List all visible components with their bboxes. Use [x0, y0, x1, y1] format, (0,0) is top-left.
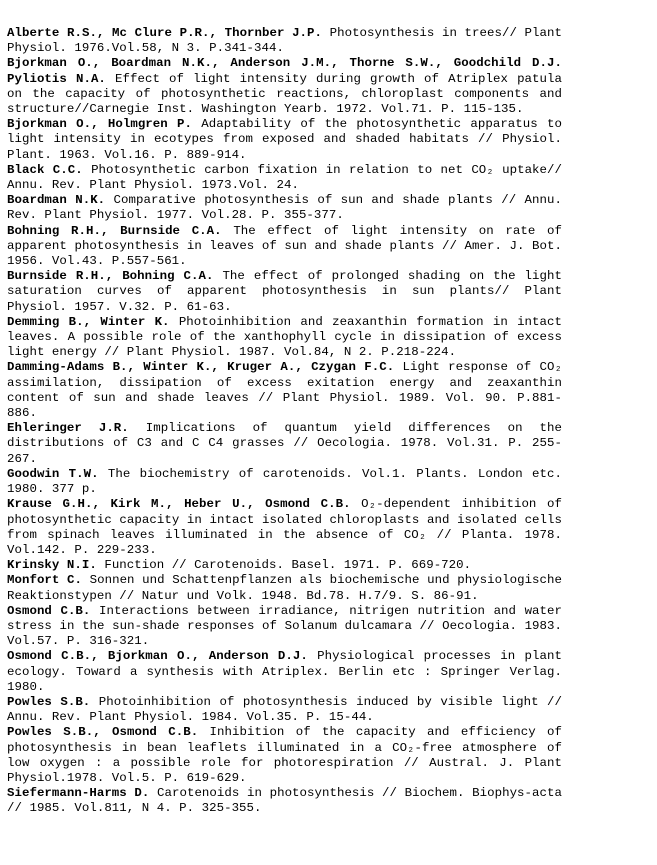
reference-authors: Krause G.H., Kirk M., Heber U., Osmond C.B. — [7, 497, 351, 512]
reference-entry — [7, 193, 562, 223]
reference-authors: Damming-Adams B., Winter K., Kruger A., Czygan F.C. — [7, 360, 395, 375]
reference-authors: Powles S.B., Osmond C.B. — [7, 725, 199, 740]
reference-entry — [7, 315, 562, 361]
reference-text: The biochemistry of carotenoids. Vol.1. Plants. London etc. 1980. 377 p. — [7, 466, 562, 497]
reference-entry — [7, 558, 562, 573]
reference-list — [7, 26, 562, 817]
reference-text: Photoinhibition and zeaxanthin formation in intact leaves. A possible role of the xanthophyll cycle in dissipation of excess light energy // Plant Physiol. 1987. Vol.84, N 2. P.218-224. — [7, 314, 562, 360]
reference-authors: Bjorkman O., Holmgren P. — [7, 117, 192, 132]
reference-entry — [7, 163, 562, 193]
reference-entry — [7, 573, 562, 603]
reference-authors: Siefermann-Harms D. — [7, 786, 150, 801]
reference-authors: Bohning R.H., Burnside C.A. — [7, 223, 222, 238]
reference-entry — [7, 604, 562, 650]
reference-text: Interactions between irradiance, nitrigen nutrition and water stress in the sun-shade responses of Solanum dulcamara // Oecologia. 1983. Vol.57. P. 316-321. — [7, 603, 563, 649]
reference-text: The effect of light intensity on rate of apparent photosynthesis in leaves of sun and shade plants // Amer. J. Bot. 1956. Vol.43. P.557-561. — [7, 223, 562, 269]
reference-entry — [7, 26, 562, 56]
reference-text: Photosynthesis in trees// Plant Physiol. 1976.Vol.58, N 3. P.341-344. — [7, 26, 562, 56]
reference-authors: Osmond C.B., Bjorkman O., Anderson D.J. — [7, 649, 308, 664]
reference-text: Light response of CO₂ assimilation, dissipation of excess exitation energy and zeaxanthin content of sun and shade leaves // Plant Physiol. 1989. Vol. 90. P.881-886. — [7, 360, 562, 421]
reference-authors: Burnside R.H., Bohning C.A. — [7, 269, 214, 284]
reference-entry — [7, 269, 562, 315]
reference-text: Photosynthetic carbon fixation in relation to net CO₂ uptake// Annu. Rev. Plant Physiol. 1973.Vol. 24. — [7, 162, 562, 193]
reference-text: Adaptability of the photosynthetic apparatus to light intensity in ecotypes from exposed and shaded habitats // Physiol. Plant. 1963. Vol.16. P. 889-914. — [7, 117, 562, 162]
reference-text: Carotenoids in photosynthesis // Biochem. Biophys-acta // 1985. Vol.811, N 4. P. 325-355. — [7, 786, 562, 816]
reference-authors: Demming B., Winter K. — [7, 314, 170, 329]
reference-text: The effect of prolonged shading on the light saturation curves of apparent photosynthesis in sun plants// Plant Physiol. 1957. V.32. P. 61-63. — [7, 269, 562, 314]
reference-entry — [7, 649, 562, 695]
reference-text: O₂-dependent inhibition of photosynthetic capacity in intact isolated chloroplasts and isolated cells from spinach leaves illuminated in the absence of CO₂ // Planta. 1978. Vol.142. P. 229-233. — [7, 497, 562, 557]
reference-authors: Ehleringer J.R. — [7, 421, 129, 436]
reference-authors: Black C.C. — [7, 162, 83, 177]
reference-authors: Alberte R.S., Mc Clure P.R., Thornber J.P. — [7, 26, 323, 40]
reference-entry — [7, 117, 562, 163]
reference-entry — [7, 725, 562, 786]
reference-authors: Krinsky N.I. — [7, 558, 97, 573]
reference-text: Physiological processes in plant ecology. Toward a synthesis with Atriplex. Berlin etc : Springer Verlag. 1980. — [7, 649, 562, 694]
reference-entry — [7, 695, 562, 725]
reference-authors: Osmond C.B. — [7, 603, 91, 618]
reference-entry — [7, 224, 562, 270]
reference-text: Sonnen und Schattenpflanzen als biochemische und physiologische Reaktionstypen // Natur und Volk. 1948. Bd.78. H.7/9. S. 86-91. — [7, 573, 563, 603]
reference-authors: Goodwin T.W. — [7, 466, 99, 481]
reference-text: Function // Carotenoids. Basel. 1971. P. 669-720. — [104, 558, 472, 573]
reference-entry — [7, 497, 562, 558]
reference-text: Implications of quantum yield differences on the distributions of C3 and C C4 grasses // Oecologia. 1978. Vol.31. P. 255-267. — [7, 421, 562, 466]
reference-entry — [7, 421, 562, 467]
reference-text: Effect of light intensity during growth of Atriplex patula on the capacity of photosynthetic reactions, chloroplast components and structure//Carnegie Inst. Washington Yearb. 1972. Vol.71. P. 115-135. — [7, 71, 562, 117]
reference-text: Inhibition of the capacity and efficiency of photosynthesis in bean leaflets illuminated in a CO₂-free atmosphere of low oxygen : a possible role for photorespiration // Austral. J. Plant Physiol.1978. Vol.5. P. 619-629. — [7, 725, 562, 785]
reference-text: Photoinhibition of photosynthesis induced by visible light // Annu. Rev. Plant Physiol. 1984. Vol.35. P. 15-44. — [7, 694, 562, 725]
reference-entry — [7, 56, 562, 117]
reference-entry — [7, 467, 562, 497]
reference-authors: Bjorkman O., Boardman N.K., Anderson J.M., Thorne S.W., Goodchild D.J. Pyliotis N.A. — [7, 56, 562, 86]
reference-entry — [7, 360, 562, 421]
reference-authors: Monfort C. — [7, 573, 82, 588]
reference-authors: Boardman N.K. — [7, 193, 106, 208]
reference-authors: Powles S.B. — [7, 694, 91, 709]
reference-entry — [7, 786, 562, 816]
reference-text: Comparative photosynthesis of sun and shade plants // Annu. Rev. Plant Physiol. 1977. Vol.28. P. 355-377. — [7, 193, 562, 223]
